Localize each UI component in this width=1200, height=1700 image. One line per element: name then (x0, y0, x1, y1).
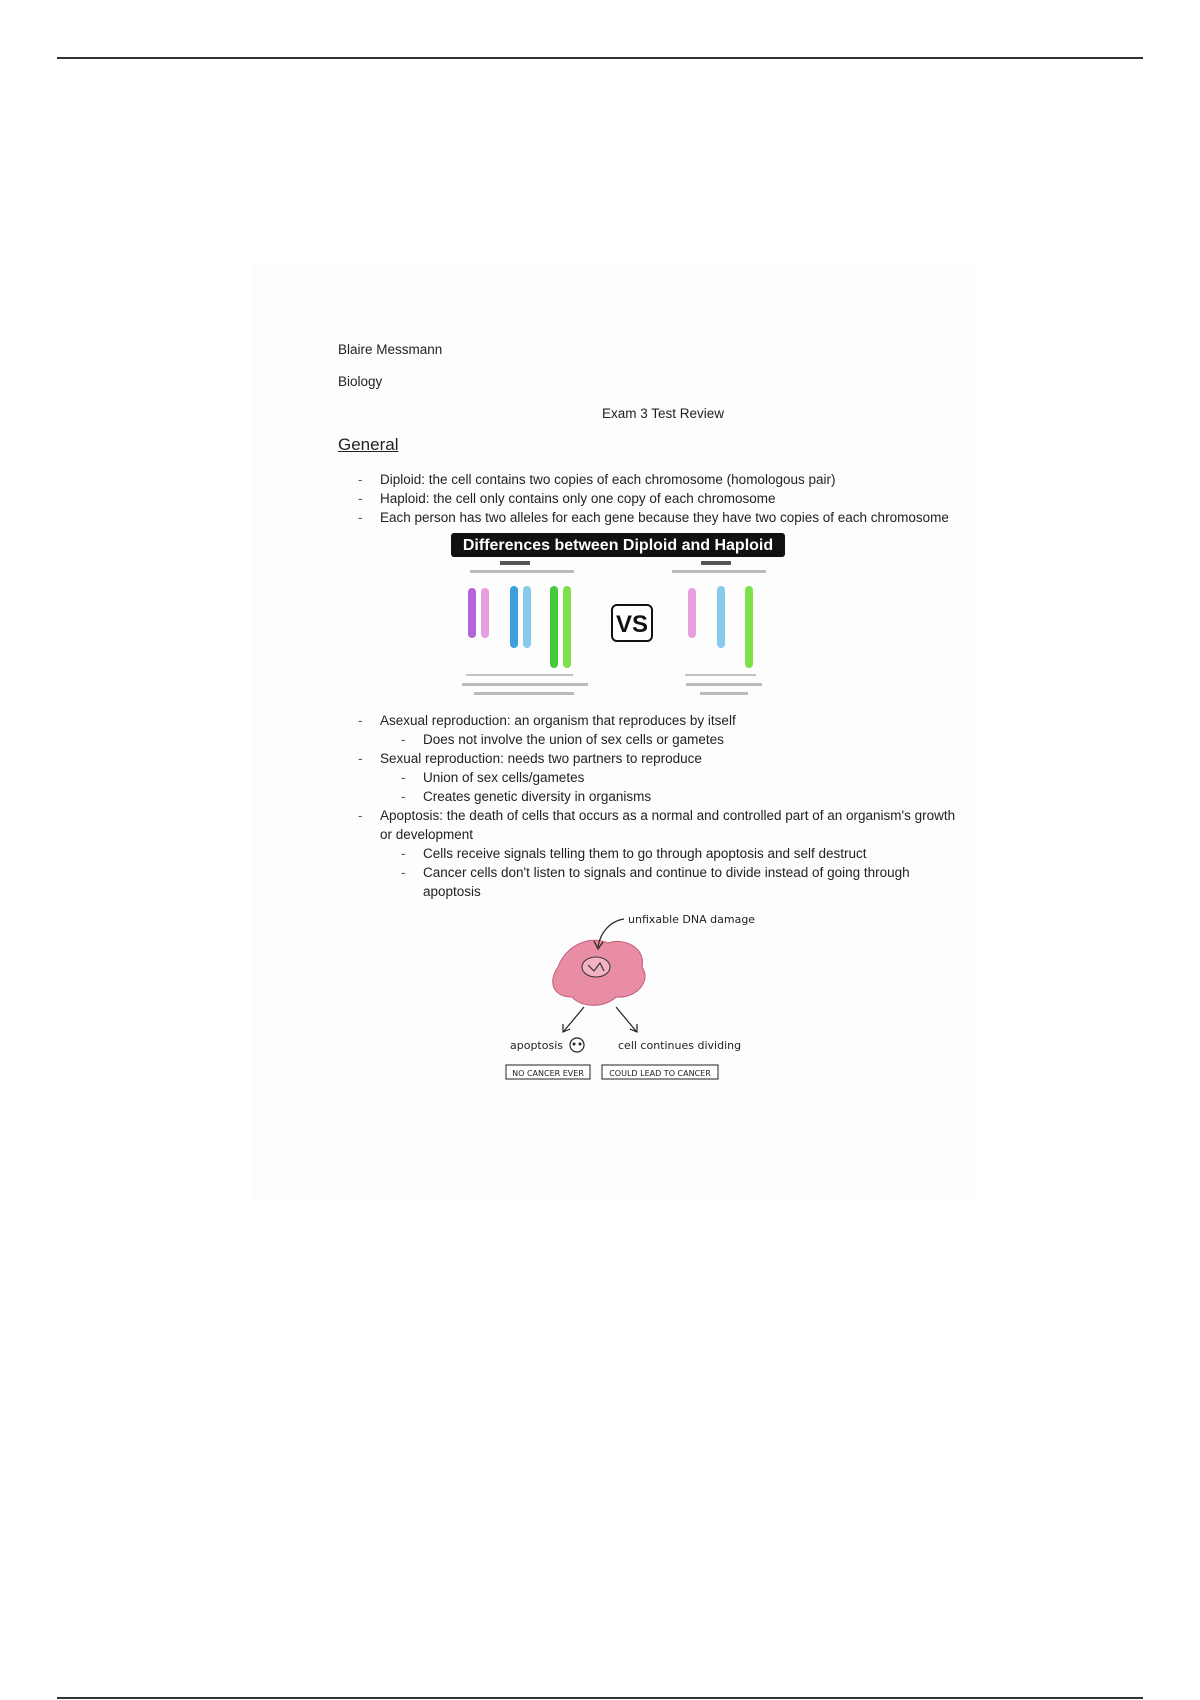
list-item (338, 806, 958, 901)
diploid-caption-mark (500, 561, 530, 565)
cell-nucleus (582, 957, 610, 977)
chromosome-light-green (563, 586, 571, 668)
damage-label: unfixable DNA damage (628, 913, 756, 926)
diploid-haploid-figure (448, 533, 788, 705)
chromosome-light-blue (523, 586, 531, 648)
skull-icon (570, 1038, 584, 1052)
chromosome-pink (481, 588, 489, 638)
continues-label: cell continues dividing (618, 1039, 742, 1052)
list-item: - Diploid: the cell contains two copies of each chromosome (homologous pair) (338, 470, 958, 489)
list-item-text: Asexual reproduction: an organism that reproduces by itself (380, 713, 736, 728)
sub-list (380, 768, 958, 806)
haploid-chromosomes (685, 586, 762, 695)
skull-eye-right (579, 1043, 582, 1046)
list-item-text: Apoptosis: the death of cells that occurs as a normal and controlled part of an organism's growth or development (380, 808, 956, 842)
diploid-footnote-mark-2 (474, 692, 574, 695)
list-item: - Each person has two alleles for each gene because they have two copies of each chromosome (338, 508, 958, 527)
sub-list-item: - Does not involve the union of sex cells or gametes (380, 730, 958, 749)
chromosome-purple (468, 588, 476, 638)
bullet-list-top (338, 470, 958, 527)
author-name: Blaire Messmann (338, 342, 443, 357)
sub-list (380, 730, 958, 749)
diploid-footnote-mark (462, 683, 588, 686)
bullet-list-bottom (338, 711, 958, 901)
bottom-rule (57, 1697, 1143, 1699)
list-item-text: Sexual reproduction: needs two partners to reproduce (380, 751, 702, 766)
diploid-chromosomes (462, 586, 588, 695)
figure-title: Differences between Diploid and Haploid (462, 537, 774, 554)
list-item (338, 749, 958, 806)
top-rule (57, 57, 1143, 59)
section-heading: General (338, 435, 399, 454)
chromosome-pink (688, 588, 696, 638)
list-item: - Haploid: the cell only contains only one copy of each chromosome (338, 489, 958, 508)
chromosome-light-green (745, 586, 753, 668)
sub-list (380, 844, 958, 901)
haploid-caption-mark (701, 561, 731, 565)
chromosome-green (550, 586, 558, 668)
haploid-footnote-mark (686, 683, 762, 686)
subject-name: Biology (338, 374, 383, 389)
sub-list-item: - Cancer cells don't listen to signals and continue to divide instead of going through apoptosis (380, 863, 958, 901)
right-arrow (616, 1007, 636, 1031)
document-title: Exam 3 Test Review (601, 406, 725, 421)
haploid-subcaption-mark (672, 570, 766, 573)
left-arrow (564, 1007, 584, 1031)
document-content (338, 340, 958, 1091)
could-lead-label: COULD LEAD TO CANCER (609, 1069, 711, 1078)
vs-label: VS (615, 611, 649, 638)
sub-list-item: - Union of sex cells/gametes (380, 768, 958, 787)
haploid-footnote-mark-2 (700, 692, 748, 695)
diploid-subcaption-mark (470, 570, 574, 573)
apoptosis-label: apoptosis (510, 1039, 563, 1052)
chromosome-light-blue (717, 586, 725, 648)
no-cancer-label: NO CANCER EVER (512, 1069, 584, 1078)
sub-list-item: - Creates genetic diversity in organisms (380, 787, 958, 806)
list-item (338, 711, 958, 749)
sub-list-item: - Cells receive signals telling them to go through apoptosis and self destruct (380, 844, 958, 863)
skull-eye-left (573, 1043, 576, 1046)
apoptosis-figure (506, 905, 756, 1085)
chromosome-blue (510, 586, 518, 648)
